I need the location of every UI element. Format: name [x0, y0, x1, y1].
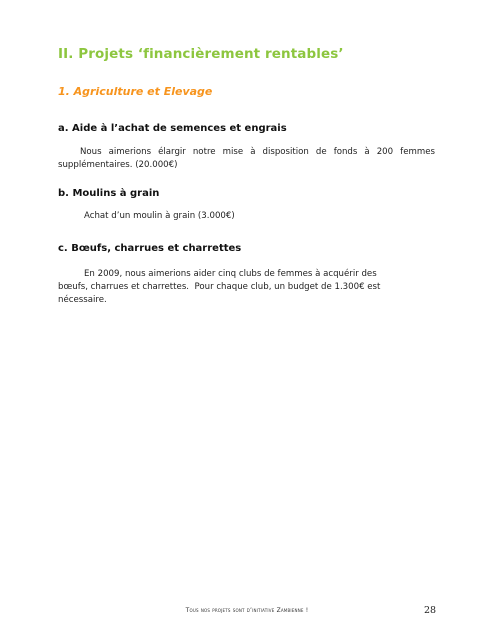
paragraph-oxen-line-2: bœufs, charrues et charrettes. Pour chaque club, un budget de 1.300€ est — [58, 282, 381, 292]
heading-grain-mills: b. Moulins à grain — [58, 188, 160, 199]
subsection-title: 1. Agriculture et Elevage — [58, 85, 213, 98]
section-title: II. Projets ‘financièrement rentables’ — [58, 46, 344, 62]
heading-seeds-fertilizer: a. Aide à l’achat de semences et engrais — [58, 123, 287, 134]
paragraph-grain-mills: Achat d’un moulin à grain (3.000€) — [84, 211, 235, 221]
page-footer: Tous nos projets sont d’initiative Zambienne ! — [185, 607, 309, 614]
paragraph-oxen-line-1: En 2009, nous aimerions aider cinq clubs de femmes à acquérir des — [84, 269, 377, 279]
heading-oxen-ploughs-carts: c. Bœufs, charrues et charrettes — [58, 243, 242, 254]
paragraph-seeds-fertilizer: Nous aimerions élargir notre mise à disposition de fonds à 200 femmes supplémentaires. (20.000€) — [58, 147, 435, 170]
page-number: 28 — [424, 605, 437, 616]
paragraph-oxen-line-3: nécessaire. — [58, 295, 107, 305]
